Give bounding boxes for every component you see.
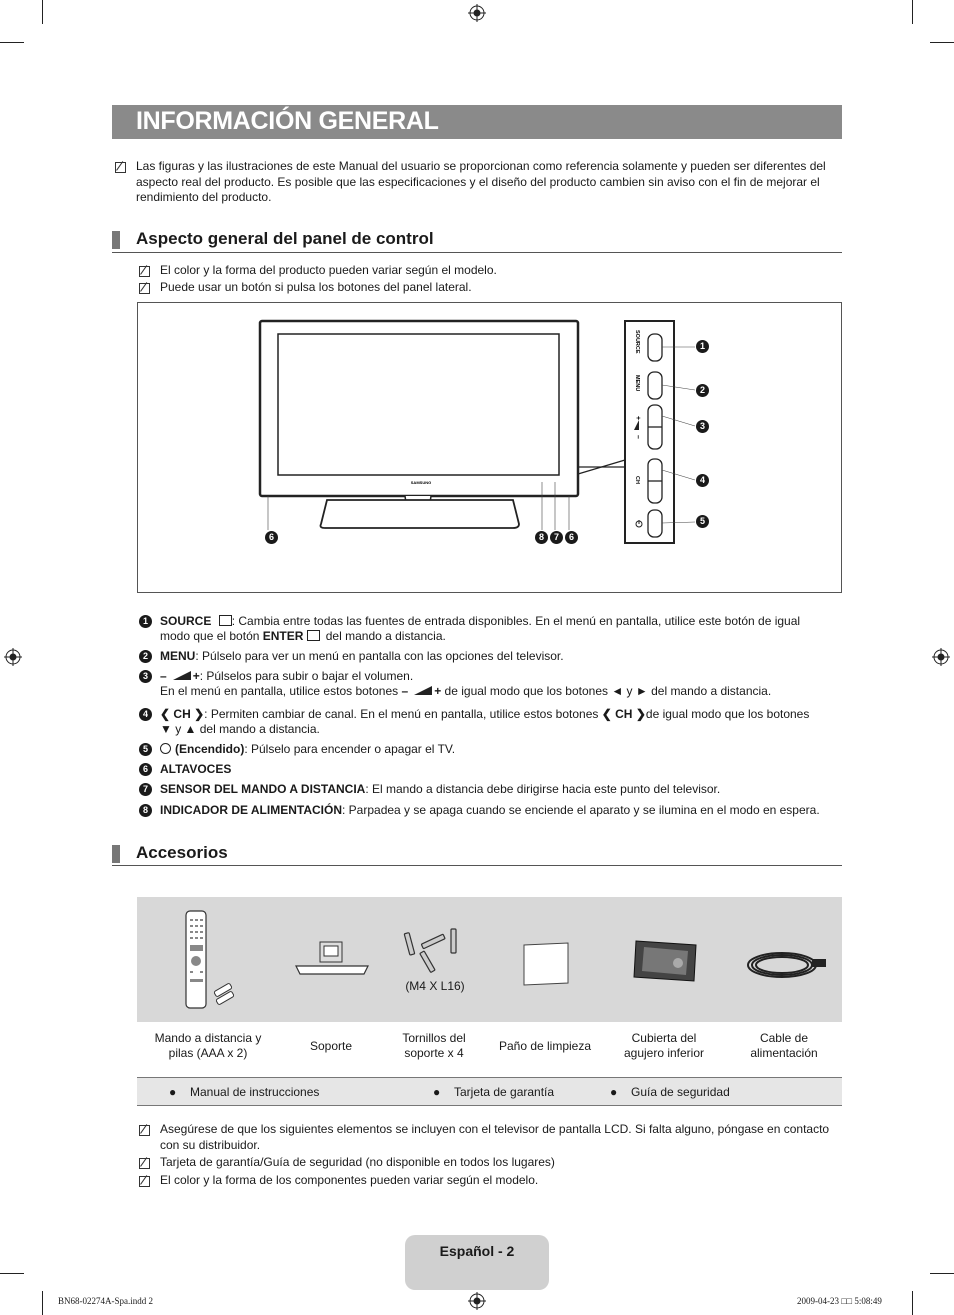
remote-control-icon [182,909,238,1011]
page-number-tab [405,1235,549,1290]
acc-label-remote: Mando a distancia y pilas (AAA x 2) [154,1031,262,1060]
bullet-icon: ● [169,1085,177,1099]
callout-3: 3 [696,420,709,433]
item-power-indicator: INDICADOR DE ALIMENTACIÓN: Parpadea y se apaga cuando se enciende el aparato y se ilumina en el modo en espera. [160,803,820,817]
chevron-left-icon: ❮ [601,707,612,721]
screw-size-note: (M4 X L16) [405,979,465,993]
chevron-right-icon: ❯ [635,707,646,721]
crop-mark [42,0,43,24]
acc-label-cover: Cubierta del agujero inferior [623,1031,705,1060]
tv-diagram [137,302,842,593]
tv-brand: SAMSUNG [410,480,432,485]
item-number: 3 [139,670,152,683]
footer-file: BN68-02274A-Spa.indd 2 [58,1296,153,1306]
callout-8: 8 [535,531,548,544]
note-icon [139,1158,150,1169]
power-icon [160,743,171,754]
acc-note-2: Tarjeta de garantía/Guía de seguridad (no disponible en todos los lugares) [160,1155,555,1169]
power-cable-icon [742,945,830,985]
volume-icon [173,671,191,680]
crop-mark [930,1273,954,1274]
screws-icon [403,925,465,975]
item-menu: MENU: Púlselo para ver un menú en pantalla con las opciones del televisor. [160,649,564,663]
note-icon [139,1125,150,1136]
section-heading-accessories: Accesorios [136,843,228,862]
item-sensor: SENSOR DEL MANDO A DISTANCIA: El mando a distancia debe dirigirse hacia este punto del televisor. [160,782,721,796]
footer-timestamp: 2009-04-23 □□ 5:08:49 [797,1296,882,1306]
misc-warranty: Tarjeta de garantía [454,1085,555,1099]
panel-note-1: El color y la forma del producto pueden variar según el modelo. [160,263,497,277]
chevron-left-icon: ❮ [160,707,171,721]
registration-mark-icon [932,648,950,666]
crop-mark [912,1291,913,1315]
item-source: SOURCE : Cambia entre todas las fuentes de entrada disponibles. En el menú en pantalla, utilice este botón de igual modo que el botón ENTER del mando a distancia. [160,614,801,643]
registration-mark-icon [468,1292,486,1310]
source-icon [219,615,232,626]
item-number: 5 [139,743,152,756]
misc-safety: Guía de seguridad [631,1085,730,1099]
note-icon [139,1176,150,1187]
section-marker [112,845,120,863]
item-number: 7 [139,783,152,796]
item-volume: – +: Púlselos para subir o bajar el volumen. En el menú en pantalla, utilice estos botones – + de igual modo que los botones ◄ y ► del mando a distancia. [160,669,772,698]
note-icon [139,266,150,277]
section-rule [112,865,842,866]
callout-1: 1 [696,340,709,353]
registration-mark-icon [468,4,486,22]
callout-5: 5 [696,515,709,528]
callout-6-left: 6 [265,531,278,544]
section-heading-panel: Aspecto general del panel de control [136,229,434,248]
note-icon [139,283,150,294]
acc-label-cable: Cable de alimentación [750,1031,818,1060]
misc-manual: Manual de instrucciones [190,1085,320,1099]
note-icon [115,162,126,173]
item-number: 2 [139,650,152,663]
callout-4: 4 [696,474,709,487]
callout-6-right: 6 [565,531,578,544]
section-rule [112,252,842,253]
side-label-minus: – [634,435,641,439]
acc-label-screws: Tornillos del soporte x 4 [402,1031,466,1060]
panel-note-2: Puede usar un botón si pulsa los botones del panel lateral. [160,280,472,294]
stand-icon [292,938,372,978]
registration-mark-icon [4,648,22,666]
item-number: 4 [139,708,152,721]
page-title-bar [112,105,842,139]
included-documents-band [137,1077,842,1106]
volume-icon [414,686,432,695]
acc-label-cloth: Paño de limpieza [498,1039,592,1053]
page-number: Español - 2 [439,1243,515,1259]
crop-mark [42,1291,43,1315]
side-label-source: SOURCE [634,330,640,354]
item-number: 6 [139,763,152,776]
side-label-menu: MENU [634,375,640,392]
accessories-image-band [137,897,842,1022]
enter-icon [307,630,320,641]
section-marker [112,231,120,249]
callout-7: 7 [550,531,563,544]
item-speakers: ALTAVOCES [160,762,232,776]
side-label-ch: CH [634,476,640,484]
item-power: (Encendido): Púlselo para encender o apagar el TV. [160,742,455,757]
page-title: INFORMACIÓN GENERAL [136,107,439,135]
bullet-icon: ● [433,1085,441,1099]
intro-note: Las figuras y las ilustraciones de este Manual del usuario se proporcionan como referencia solamente y pueden ser diferentes del aspecto real del producto. Es posible que las especificaciones y el diseño del producto cambien sin aviso con el fin de mejorar el rendimiento del producto. [136,159,826,204]
acc-note-3: El color y la forma de los componentes pueden variar según el modelo. [160,1173,539,1187]
crop-mark [912,0,913,24]
crop-mark [0,1273,24,1274]
cleaning-cloth-icon [520,941,572,987]
chevron-right-icon: ❯ [194,707,205,721]
bullet-icon: ● [610,1085,618,1099]
callout-2: 2 [696,384,709,397]
crop-mark [930,42,954,43]
item-number: 8 [139,804,152,817]
item-channel: ❮ CH ❯: Permiten cambiar de canal. En el menú en pantalla, utilice estos botones ❮ CH ❯de igual modo que los botones ▼ y ▲ del mando a distancia. [160,707,810,736]
acc-note-1: Asegúrese de que los siguientes elementos se incluyen con el televisor de pantalla LCD. Si falta alguno, póngase en contacto con su distribuidor. [160,1122,830,1152]
acc-label-stand: Soporte [309,1039,353,1053]
side-label-plus: + [634,416,641,421]
hole-cover-icon [630,937,702,987]
item-number: 1 [139,615,152,628]
crop-mark [0,42,24,43]
